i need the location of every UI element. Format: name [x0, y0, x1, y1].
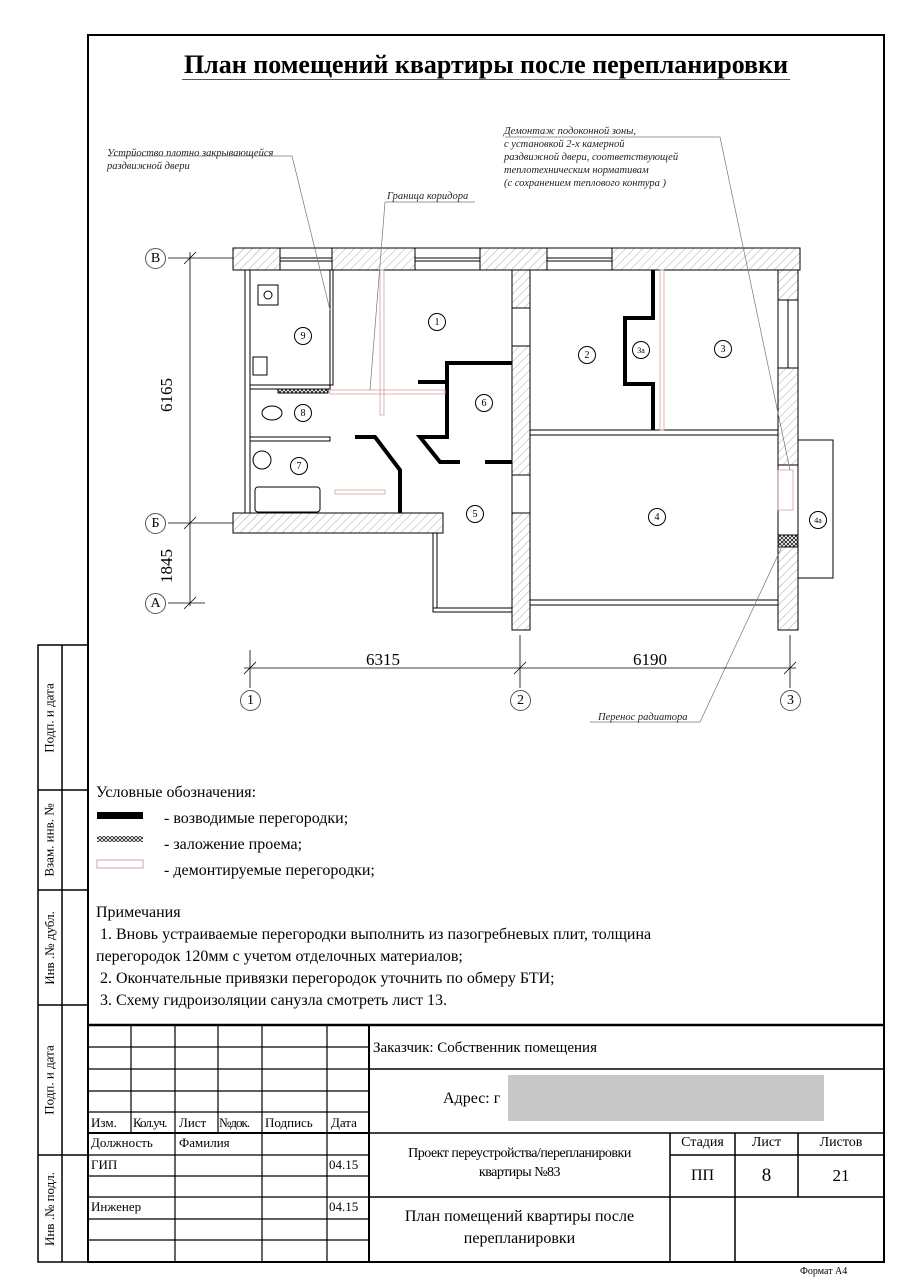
tb-header-signature: Подпись	[265, 1115, 313, 1130]
new-partitions	[355, 270, 653, 513]
side-stamp-replaced-inv	[38, 790, 62, 890]
annotation-line: раздвижной двери	[107, 161, 190, 172]
tb-date: 04.15	[329, 1157, 359, 1172]
tb-name-header: Фамилия	[179, 1135, 230, 1150]
annotation-line: раздвижной двери, соответствующей	[504, 152, 679, 163]
tb-stage-label: Стадия	[681, 1135, 724, 1150]
room-number: 2	[578, 346, 596, 364]
note-line: 3. Схему гидроизоляции санузла смотреть лист 13.	[100, 992, 447, 1009]
side-stamp-label: Подп. и дата	[42, 1045, 58, 1115]
tb-sheet-title-line: перепланировки	[463, 1230, 576, 1247]
tb-header-date: Дата	[331, 1115, 357, 1130]
annotation-sliding-door	[107, 147, 273, 173]
annotation-line: (с сохранением теплового контура )	[504, 178, 666, 189]
side-stamp-label: Взам. инв. №	[42, 803, 58, 877]
tb-header-docnum: №док.	[219, 1115, 250, 1130]
page-title: План помещений квартиры после перепланировки	[183, 50, 789, 79]
room-number: 3а	[632, 341, 650, 359]
tb-header-change: Изм.	[91, 1115, 117, 1130]
tb-position-header: Должность	[91, 1135, 153, 1150]
fixtures	[253, 285, 320, 512]
tb-sheet-label: Лист	[751, 1135, 782, 1150]
paper-format: Формат А4	[800, 1266, 848, 1277]
dim-6165: 6165	[157, 378, 176, 412]
tb-sheet-title-line: План помещений квартиры после	[404, 1208, 635, 1225]
tb-role: Инженер	[91, 1199, 142, 1214]
tb-address-label: Адрес: г	[443, 1090, 501, 1107]
annotation-corridor-border: Граница коридора	[387, 191, 469, 202]
dim-6315: 6315	[366, 650, 400, 669]
annotation-line: теплотехническим нормативам	[504, 165, 649, 176]
legend-item: - возводимые перегородки;	[164, 810, 349, 827]
legend	[96, 780, 375, 884]
tb-header-qty: Кол.уч.	[133, 1115, 167, 1130]
side-stamp-label: Инв .№ дубл.	[42, 910, 58, 985]
note-line: 1. Вновь устраиваемые перегородки выполнить из пазогребневых плит, толщина	[100, 926, 652, 943]
filled-opening	[778, 535, 798, 547]
tb-project-line: Проект переустройства/перепланировки	[408, 1146, 631, 1161]
tb-header-sheet: Лист	[179, 1115, 207, 1130]
tb-stage: ПП	[690, 1167, 715, 1184]
axis-marker: 1	[240, 690, 261, 711]
annotation-line: Демонтаж подоконной зоны,	[504, 126, 636, 137]
side-stamp-label: Инв .№ подл.	[42, 1171, 58, 1246]
tb-project	[369, 1144, 670, 1182]
room-number: 4	[648, 508, 666, 526]
axis-marker: 2	[510, 690, 531, 711]
annotation-line: с установкой 2-х камерной	[504, 139, 625, 150]
tb-project-line: квартиры №83	[478, 1165, 561, 1180]
side-stamp-duplicate-inv	[38, 890, 62, 1005]
side-stamp-signature-date-2	[38, 1005, 62, 1155]
legend-item: - заложение проема;	[164, 836, 303, 853]
axis-marker: В	[145, 248, 166, 269]
notes	[96, 902, 651, 1012]
annotation-radiator: Перенос радиатора	[598, 712, 688, 723]
tb-role: ГИП	[91, 1157, 118, 1172]
dim-1845: 1845	[157, 549, 176, 583]
tb-sheet-title	[369, 1206, 670, 1250]
room-number: 9	[294, 327, 312, 345]
legend-item: - демонтируемые перегородки;	[164, 862, 375, 879]
tb-sheet: 8	[761, 1165, 772, 1186]
side-stamp-signature-date	[38, 645, 62, 790]
axis-marker: 3	[780, 690, 801, 711]
axis-marker: Б	[145, 513, 166, 534]
room-number: 6	[475, 394, 493, 412]
note-line: перегородок 120мм с учетом отделочных материалов;	[96, 948, 463, 965]
redacted-address	[508, 1075, 824, 1121]
room-number: 8	[294, 404, 312, 422]
dim-6190: 6190	[633, 650, 667, 669]
annotation-window-zone	[504, 125, 678, 190]
room-number: 4а	[809, 511, 827, 529]
note-line: 2. Окончательные привязки перегородок уточнить по обмеру БТИ;	[100, 970, 555, 987]
interior-walls	[250, 270, 833, 612]
tb-sheets-label: Листов	[819, 1135, 863, 1150]
room-number: 5	[466, 505, 484, 523]
annotation-line: Устрйоство плотно закрывающейся	[107, 148, 274, 159]
tb-customer: Заказчик: Собственник помещения	[373, 1040, 597, 1056]
side-stamp-label: Подп. и дата	[42, 682, 58, 753]
axis-marker: А	[145, 593, 166, 614]
tb-sheets: 21	[832, 1166, 850, 1185]
room-number: 1	[428, 313, 446, 331]
notes-heading: Примечания	[96, 904, 181, 921]
room-number: 7	[290, 457, 308, 475]
legend-heading: Условные обозначения:	[96, 784, 257, 801]
room-number: 3	[714, 340, 732, 358]
dimension-lines	[168, 252, 796, 688]
side-stamp-original-inv	[38, 1155, 62, 1262]
tb-date: 04.15	[329, 1199, 359, 1214]
